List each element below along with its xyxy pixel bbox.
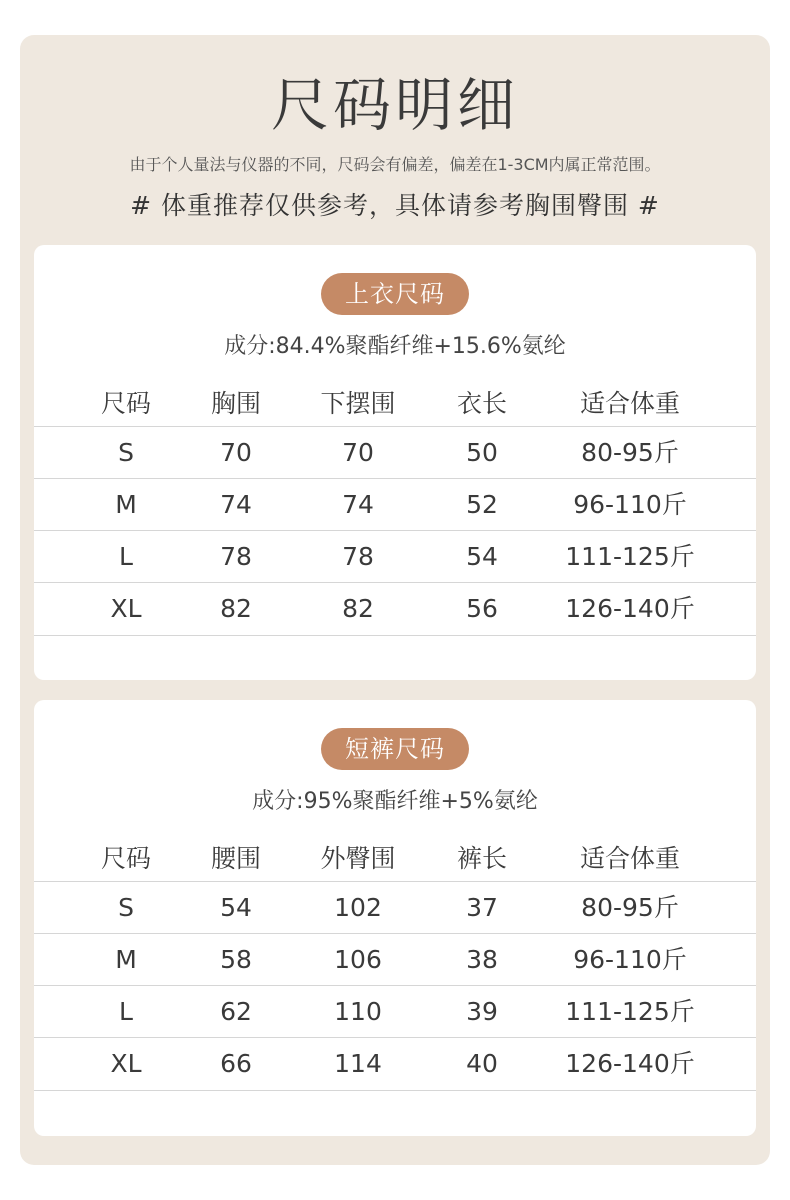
table-cell: 70 [342,438,374,467]
table-cell: XL [110,1049,142,1078]
table-cell: 66 [220,1049,252,1078]
table-cell: 39 [466,997,498,1026]
table-cell: 52 [466,490,498,519]
column-header: 适合体重 [579,389,680,418]
column-header: 胸围 [210,389,261,418]
table-cell: 106 [334,945,382,974]
table-cell: 70 [220,438,252,467]
table-cell: 78 [220,542,252,571]
table-row [34,933,756,986]
table-row [34,426,756,479]
shorts-size-label: 短裤尺码 [321,728,469,770]
table-cell: 74 [220,490,252,519]
table-cell: 38 [466,945,498,974]
table-cell: 62 [220,997,252,1026]
table-cell: 126-140斤 [565,1049,695,1078]
table-cell: 54 [220,893,252,922]
table-cell: 40 [466,1049,498,1078]
weight-recommendation-note: # 体重推荐仅供参考，具体请参考胸围臀围 # [130,191,660,220]
table-cell: 102 [334,893,382,922]
column-header: 适合体重 [579,844,680,873]
table-cell: S [118,893,134,922]
table-cell: 74 [342,490,374,519]
column-header: 衣长 [456,389,507,418]
column-header: 外臀围 [320,844,396,873]
table-cell: 54 [466,542,498,571]
table-cell: 58 [220,945,252,974]
table-cell: 111-125斤 [565,997,695,1026]
table-row [34,478,756,531]
column-header: 下摆围 [320,389,396,418]
measurement-note: 由于个人量法与仪器的不同，尺码会有偏差，偏差在1-3CM内属正常范围。 [129,155,661,174]
table-cell: 96-110斤 [573,490,687,519]
table-row [34,881,756,934]
table-row [34,985,756,1038]
table-cell: 78 [342,542,374,571]
table-cell: 82 [220,594,252,623]
table-row [34,1037,756,1091]
shorts-composition: 成分:95%聚酯纤维+5%氨纶 [252,789,538,814]
table-cell: 50 [466,438,498,467]
table-cell: 111-125斤 [565,542,695,571]
table-cell: XL [110,594,142,623]
table-cell: 37 [466,893,498,922]
table-cell: M [115,945,137,974]
table-cell: S [118,438,134,467]
column-header: 裤长 [456,844,507,873]
tops-size-label: 上衣尺码 [321,273,469,315]
page-title: 尺码明细 [270,71,519,139]
table-header [34,378,756,430]
column-header: 腰围 [210,844,261,873]
tops-composition: 成分:84.4%聚酯纤维+15.6%氨纶 [224,334,566,359]
table-cell: L [119,997,133,1026]
table-cell: 80-95斤 [581,438,679,467]
table-header [34,833,756,885]
table-cell: L [119,542,133,571]
column-header: 尺码 [100,844,151,873]
shorts-size-card [34,700,756,1136]
table-cell: 126-140斤 [565,594,695,623]
table-cell: 56 [466,594,498,623]
table-cell: 96-110斤 [573,945,687,974]
table-cell: 82 [342,594,374,623]
table-cell: M [115,490,137,519]
table-cell: 80-95斤 [581,893,679,922]
table-cell: 110 [334,997,382,1026]
table-cell: 114 [334,1049,382,1078]
tops-size-card [34,245,756,680]
column-header: 尺码 [100,389,151,418]
table-row [34,582,756,636]
table-row [34,530,756,583]
